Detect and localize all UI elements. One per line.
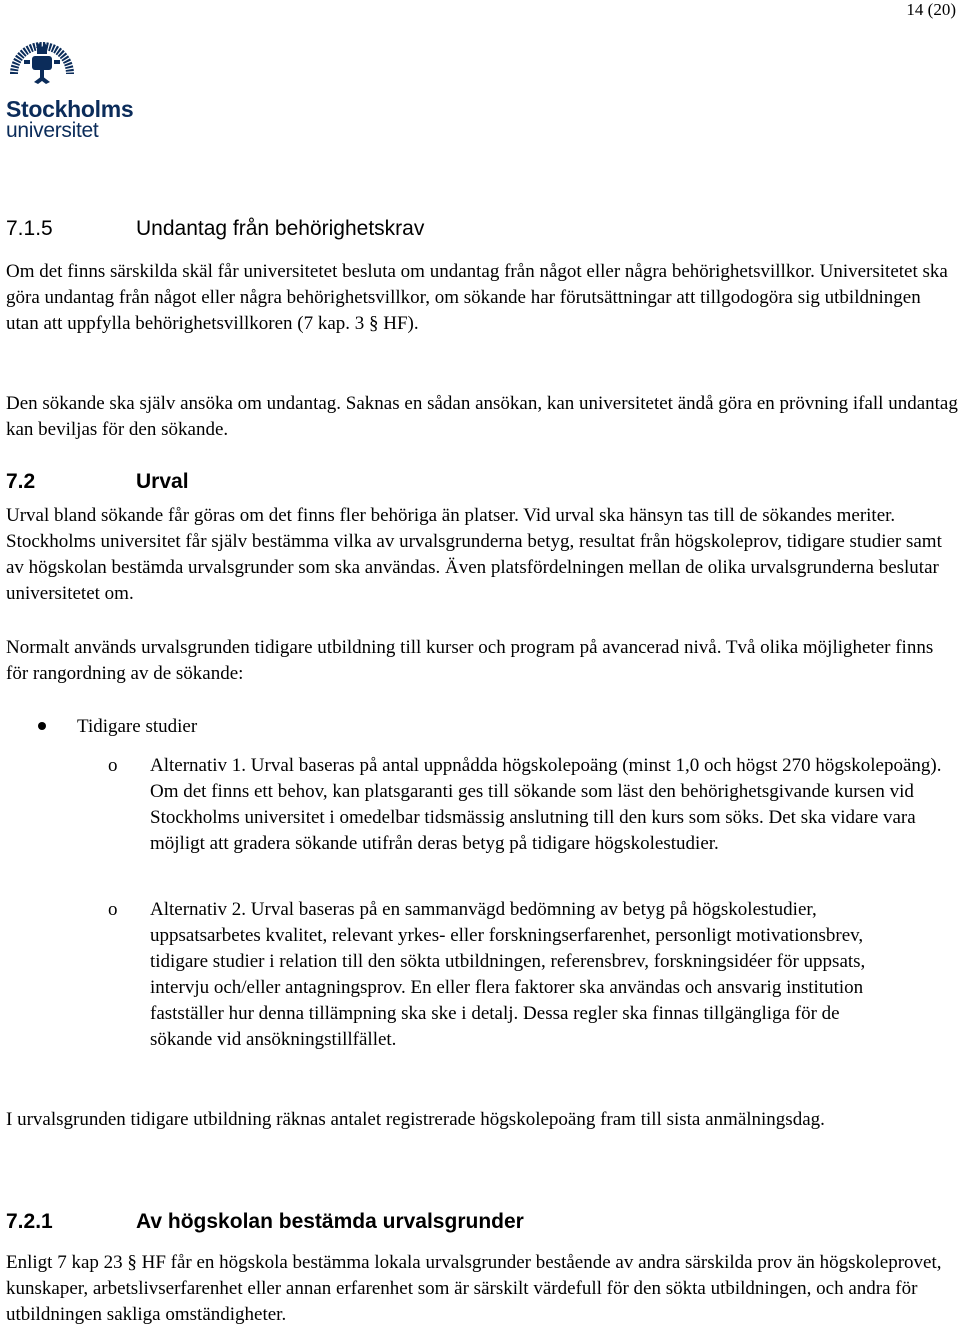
paragraph-credits: I urvalsgrunden tidigare utbildning räknas antalet registrerade högskolepoäng fram till sista anmälningsdag. bbox=[6, 1109, 825, 1130]
sub-bullet-marker: o bbox=[108, 755, 118, 776]
section-number-7-2: 7.2 bbox=[6, 470, 36, 493]
section-number-7-2-1: 7.2.1 bbox=[6, 1210, 53, 1233]
paragraph-normal-selection: Normalt används urvalsgrunden tidigare utbildning till kurser och program på avancerad nivå. Två olika möjligheter finns för rangordning av de sökande: bbox=[6, 637, 934, 684]
logo-line1: Stockholms bbox=[6, 96, 134, 122]
sub-bullet-marker: o bbox=[108, 899, 118, 920]
paragraph-exemption: Om det finns särskilda skäl får universitetet besluta om undantag från något eller några behörighetsvillkor. Universitetet ska göra undantag från något eller några behörighetsvillkor, om sökande har förutsättningar att tillgodogöra sig utbildningen utan att uppfylla behörighetsvillkoren (7 kap. 3 § HF). bbox=[6, 261, 948, 334]
paragraph-application: Den sökande ska själv ansöka om undantag. Saknas en sådan ansökan, kan universitetet ändå göra en prövning ifall undantag kan beviljas för den sökande. bbox=[6, 393, 958, 440]
logo-line2: universitet bbox=[6, 119, 99, 142]
paragraph-selection: Urval bland sökande får göras om det finns fler behöriga än platser. Vid urval ska hänsyn tas till de sökandes meriter. Stockholms universitet får själv bestämma vilka av urvalsgrunderna betyg, resultat från högskoleprov, tidigare studier samt av högskolan bestämda urvalsgrunder som ska användas. Även platsfördelningen mellan de olika urvalsgrunderna beslutar universitetet om. bbox=[6, 505, 942, 604]
section-title-7-2-1: Av högskolan bestämda urvalsgrunder bbox=[136, 1210, 524, 1233]
university-seal-icon bbox=[6, 40, 78, 100]
bullet-previous-studies: Tidigare studier bbox=[77, 716, 198, 737]
bullet-dot bbox=[38, 722, 46, 730]
university-logo bbox=[6, 40, 134, 142]
list-item-alternative-2: Alternativ 2. Urval baseras på en sammanvägd bedömning av betyg på högskolestudier, uppsatsarbetes kvalitet, relevant yrkes- eller forskningserfarenhet, personligt motivationsbrev, tidigare studier i relation till den sökta utbildningen, referensbrev, forskningsidéer för uppsats, intervju och/eller antagningsprov. En eller flera faktorer ska användas och ansvarig institution fastställer hur denna tillämpning ska ske i detalj. Dessa regler ska finnas tillgängliga för de sökande vid ansökningstillfället. bbox=[150, 899, 866, 1050]
section-title-7-1-5: Undantag från behörighetskrav bbox=[136, 217, 425, 240]
section-number-7-1-5: 7.1.5 bbox=[6, 217, 53, 240]
section-title-7-2: Urval bbox=[136, 470, 189, 493]
page-number: 14 (20) bbox=[906, 0, 956, 19]
paragraph-local-criteria: Enligt 7 kap 23 § HF får en högskola bestämma lokala urvalsgrunder bestående av andra särskilda prov än högskoleprovet, kunskaper, arbetslivserfarenhet eller annan erfarenhet som är särskilt värdefull för den sökta utbildningen, och andra för utbildningen sakliga omständigheter. bbox=[6, 1252, 942, 1325]
list-item-alternative-1: Alternativ 1. Urval baseras på antal uppnådda högskolepoäng (minst 1,0 och högst 270 högskolepoäng). Om det finns ett behov, kan platsgaranti ges till sökande som läst den behörighetsgivande kursen vid Stockholms universitet i omedelbar tidsmässig anslutning till den kurs som söks. Det ska vidare vara möjligt att gradera sökande utifrån deras betyg på tidigare högskolestudier. bbox=[150, 755, 942, 854]
